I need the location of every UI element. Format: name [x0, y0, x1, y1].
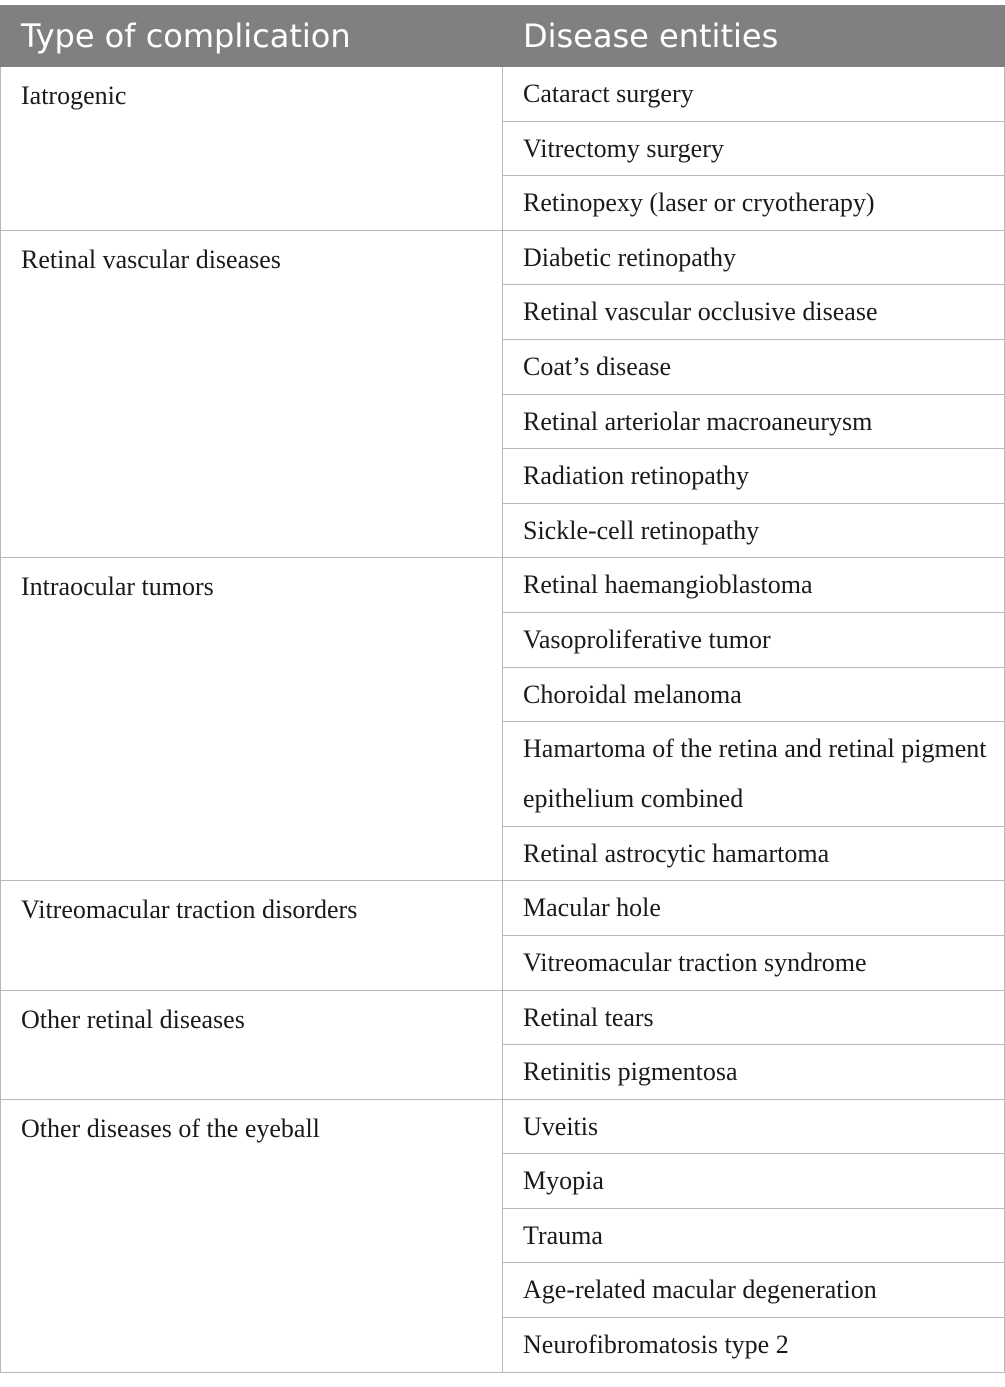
- disease-entity-cell: Retinal vascular occlusive disease: [503, 285, 1005, 340]
- disease-entity-cell: Myopia: [503, 1154, 1005, 1209]
- complication-type-cell: Other diseases of the eyeball: [1, 1099, 503, 1372]
- disease-entity-cell: Retinal astrocytic hamartoma: [503, 826, 1005, 881]
- disease-entity-cell: Age-related macular degeneration: [503, 1263, 1005, 1318]
- table-row: [1, 67, 1005, 122]
- disease-entity-cell: Choroidal melanoma: [503, 667, 1005, 722]
- table-row: [1, 1099, 1005, 1154]
- disease-entity-cell: Retinal tears: [503, 990, 1005, 1045]
- complications-table: [0, 5, 1005, 1373]
- disease-entity-cell: Coat’s disease: [503, 339, 1005, 394]
- disease-entity-cell: Retinitis pigmentosa: [503, 1045, 1005, 1100]
- table-row: [1, 990, 1005, 1045]
- table-row: [1, 881, 1005, 936]
- disease-entity-cell: Retinopexy (laser or cryotherapy): [503, 176, 1005, 231]
- complication-type-cell: Iatrogenic: [1, 67, 503, 231]
- disease-entity-cell: Hamartoma of the retina and retinal pigment epithelium combined: [503, 722, 1005, 827]
- disease-entity-cell: Vitreomacular traction syndrome: [503, 935, 1005, 990]
- complication-type-cell: Vitreomacular traction disorders: [1, 881, 503, 990]
- disease-entity-cell: Vasoproliferative tumor: [503, 612, 1005, 667]
- disease-entity-cell: Neurofibromatosis type 2: [503, 1318, 1005, 1373]
- header-type-of-complication: Type of complication: [1, 6, 503, 67]
- disease-entity-cell: Radiation retinopathy: [503, 449, 1005, 504]
- disease-entity-cell: Uveitis: [503, 1099, 1005, 1154]
- header-disease-entities: Disease entities: [503, 6, 1005, 67]
- disease-entity-cell: Sickle-cell retinopathy: [503, 503, 1005, 558]
- disease-entity-cell: Vitrectomy surgery: [503, 121, 1005, 176]
- header-row: [1, 6, 1005, 67]
- disease-entity-cell: Retinal arteriolar macroaneurysm: [503, 394, 1005, 449]
- complication-type-cell: Retinal vascular diseases: [1, 230, 503, 558]
- disease-entity-cell: Retinal haemangioblastoma: [503, 558, 1005, 613]
- disease-entity-cell: Trauma: [503, 1208, 1005, 1263]
- complication-type-cell: Intraocular tumors: [1, 558, 503, 881]
- complication-type-cell: Other retinal diseases: [1, 990, 503, 1099]
- disease-entity-cell: Macular hole: [503, 881, 1005, 936]
- disease-entity-cell: Diabetic retinopathy: [503, 230, 1005, 285]
- disease-entity-cell: Cataract surgery: [503, 67, 1005, 122]
- table-row: [1, 558, 1005, 613]
- table-row: [1, 230, 1005, 285]
